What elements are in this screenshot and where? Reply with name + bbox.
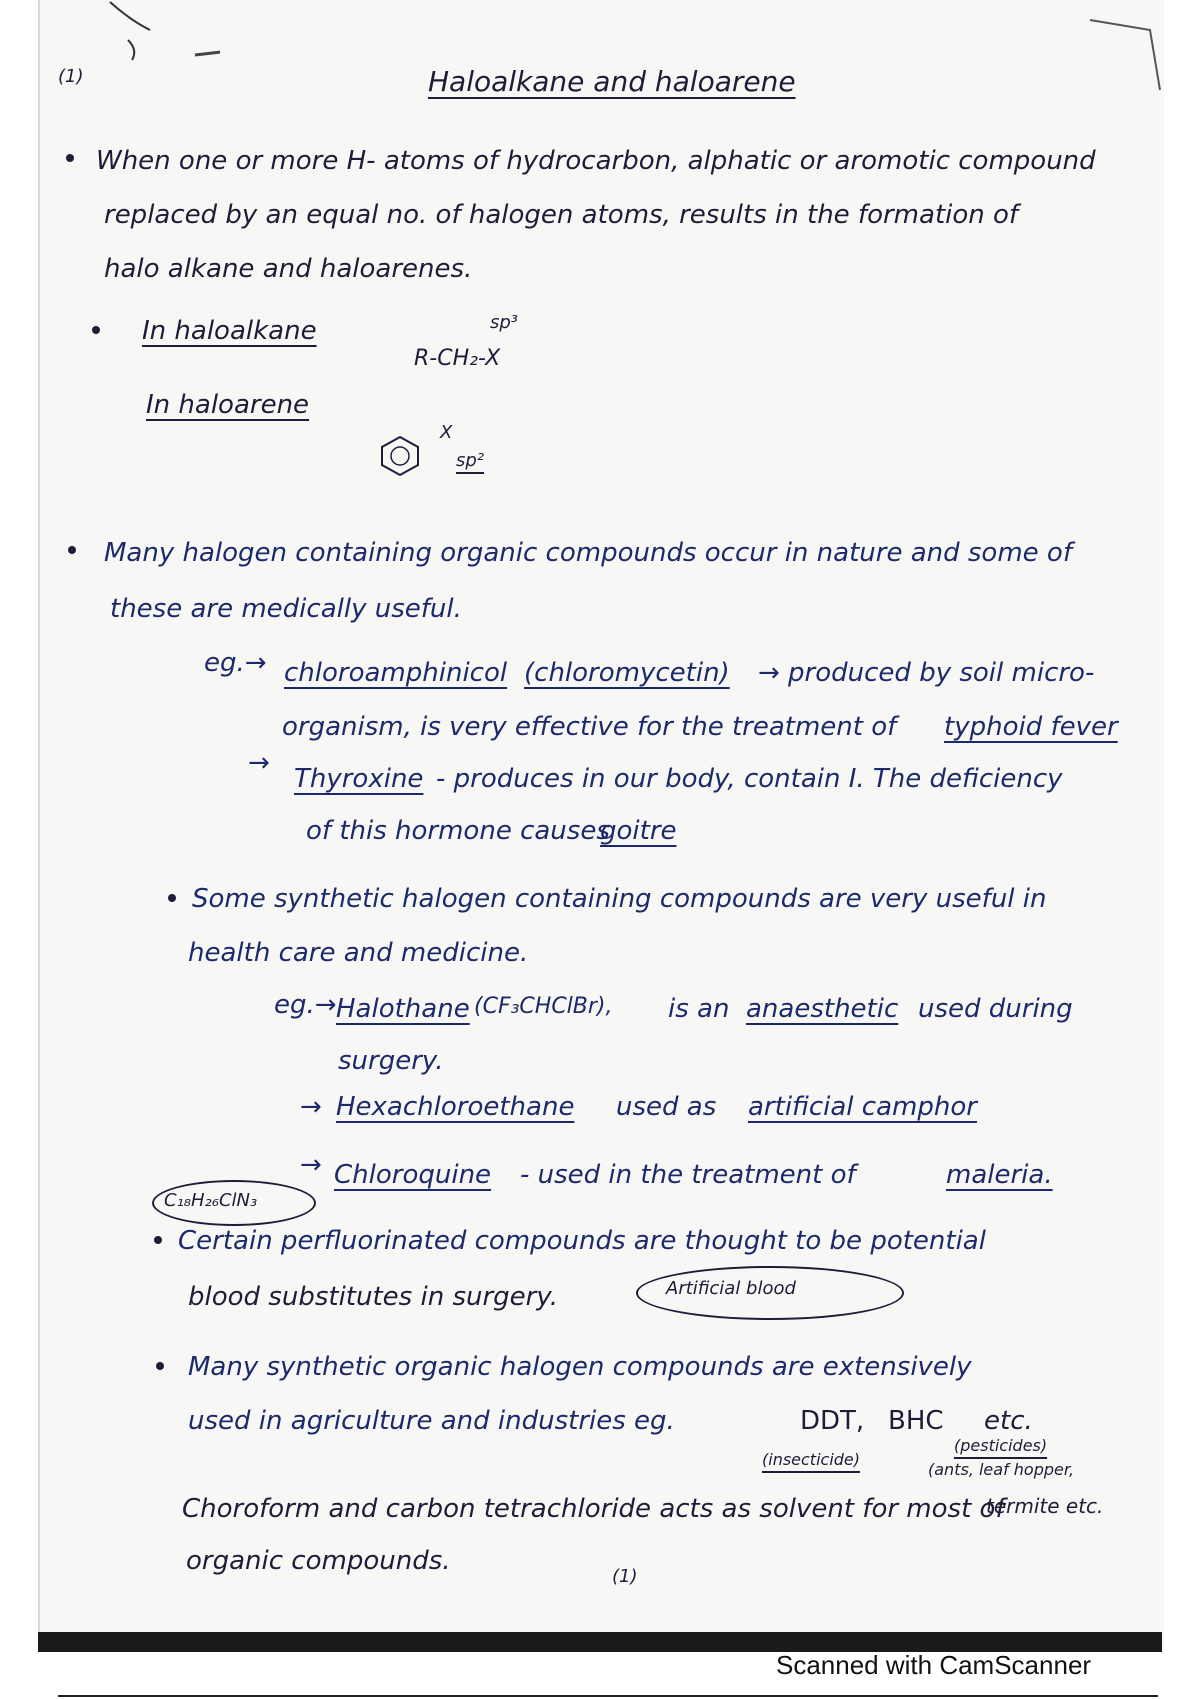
footer-rule <box>58 1695 1158 1697</box>
intro-line-1: When one or more H- atoms of hydrocarbon, alphatic or aromotic compound <box>96 146 1096 176</box>
camscanner-footer: Scanned with CamScanner <box>776 1650 1092 1680</box>
chloramphenicol-source: → produced by soil micro- <box>758 658 1095 688</box>
solvent-line-2: organic compounds. <box>186 1546 451 1576</box>
thyroxine-desc: - produces in our body, contain I. The deficiency <box>436 764 1063 794</box>
termite-note: termite etc. <box>986 1494 1104 1518</box>
solvent-line-1: Choroform and carbon tetrachloride acts as solvent for most of <box>182 1494 1005 1524</box>
thyroxine-desc-2: of this hormone causes <box>306 816 610 846</box>
anaesthetic: anaesthetic <box>746 994 899 1024</box>
chloroquine-use: - used in the treatment of <box>520 1160 856 1190</box>
bhc-label: BHC <box>888 1406 944 1436</box>
halothane-name: Halothane <box>336 994 470 1024</box>
artificial-blood-note: Artificial blood <box>666 1278 796 1299</box>
hexachloroethane-name: Hexachloroethane <box>336 1092 575 1122</box>
bullet <box>156 1362 164 1370</box>
scan-edge <box>38 1632 1162 1652</box>
etc-label: etc. <box>984 1406 1033 1436</box>
bhc-note: (pesticides) <box>954 1436 1048 1455</box>
agri-line-2: used in agriculture and industries eg. <box>188 1406 675 1436</box>
bullet <box>154 1236 162 1244</box>
bullet <box>168 894 176 902</box>
halothane-surgery: surgery. <box>338 1046 444 1076</box>
haloalkane-label: In haloalkane <box>142 316 317 346</box>
natural-line-1: Many halogen containing organic compounds occur in nature and some of <box>104 538 1072 568</box>
bhc-note-2: (ants, leaf hopper, <box>928 1460 1075 1479</box>
benzene-ring-icon <box>378 434 422 478</box>
haloarene-x: X <box>440 422 453 443</box>
ddt-note: (insecticide) <box>762 1450 861 1469</box>
corner-doodle-icon <box>40 0 220 110</box>
thyroxine-name: Thyroxine <box>294 764 424 794</box>
ddt-label: DDT, <box>800 1406 865 1436</box>
thyroxine-arrow: → <box>248 748 270 778</box>
malaria: maleria. <box>946 1160 1053 1190</box>
haloalkane-formula: R-CH₂-X <box>414 346 501 371</box>
chloramphenicol-use: organism, is very effective for the treatment of <box>282 712 897 742</box>
chloroquine-name: Chloroquine <box>334 1160 492 1190</box>
bullet <box>92 326 100 334</box>
synthetic-eg: eg.→ <box>274 990 337 1020</box>
intro-line-3: halo alkane and haloarenes. <box>104 254 473 284</box>
synthetic-line-2: health care and medicine. <box>188 938 529 968</box>
natural-eg: eg.→ <box>204 648 267 678</box>
goitre: goitre <box>600 816 677 846</box>
page-title: Haloalkane and haloarene <box>428 65 796 98</box>
artificial-camphor: artificial camphor <box>748 1092 977 1122</box>
halothane-used-during: used during <box>918 994 1073 1024</box>
intro-line-2: replaced by an equal no. of halogen atoms, results in the formation of <box>104 200 1019 230</box>
page-number: (1) <box>612 1566 638 1587</box>
halothane-is-an: is an <box>668 994 730 1024</box>
chloromycetin-name: (chloromycetin) <box>524 658 730 688</box>
corner-mark: (1) <box>58 66 84 87</box>
hexachloroethane-arrow: → <box>300 1092 322 1122</box>
perfluoro-line-2: blood substitutes in surgery. <box>188 1282 558 1312</box>
haloarene-hybrid: sp² <box>456 450 485 471</box>
typhoid-fever: typhoid fever <box>944 712 1118 742</box>
synthetic-line-1: Some synthetic halogen containing compounds are very useful in <box>192 884 1047 914</box>
chloramphenicol-name: chloroamphinicol <box>284 658 508 688</box>
hexachloroethane-used-as: used as <box>616 1092 717 1122</box>
perfluoro-line-1: Certain perfluorinated compounds are thought to be potential <box>178 1226 986 1256</box>
halothane-formula: (CF₃CHClBr), <box>474 994 613 1019</box>
bullet <box>66 154 74 162</box>
bullet <box>68 546 76 554</box>
haloarene-label: In haloarene <box>146 390 310 420</box>
natural-line-2: these are medically useful. <box>110 594 462 624</box>
haloalkane-hybrid: sp³ <box>490 312 519 333</box>
chloroquine-formula: C₁₈H₂₆ClN₃ <box>164 1190 258 1211</box>
agri-line-1: Many synthetic organic halogen compounds are extensively <box>188 1352 972 1382</box>
folded-corner-icon <box>1080 10 1170 100</box>
chloroquine-arrow: → <box>300 1150 322 1180</box>
